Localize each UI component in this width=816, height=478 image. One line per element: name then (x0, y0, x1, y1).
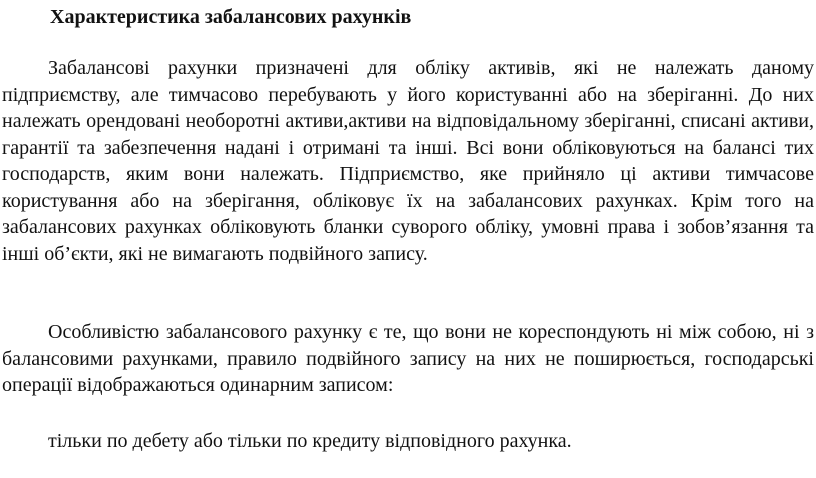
paragraph-off-balance-definition: Забалансові рахунки призначені для обліку активів, які не належать даному підприємству, але тимчасово перебувають у його користуванні або на зберіганні. До них належать орендовані необоротні активи,активи на відповідальному зберіганні, списані активи, гарантії та забезпечення надані і отримані та інші. Всі вони обліковуються на балансі тих господарств, яким вони належать. Підприємство, яке прийняло ці активи тимчасове користування або на зберігання, обліковує їх на забалансових рахунках. Крім того на забалансових рахунках обліковують бланки суворого обліку, умовні права і зобов’язання та інші об’єкти, які не вимагають подвійного запису. (2, 57, 814, 265)
document-title: Характеристика забалансових рахунків (50, 6, 412, 28)
paragraph-single-entry-note: тільки по дебету або тільки по кредиту відповідного рахунка. (48, 430, 572, 452)
paragraph-off-balance-feature: Особливістю забалансового рахунку є те, що вони не кореспондують ні між собою, ні з балансовими рахунками, правило подвійного запису на них не поширюється, господарські операції відображаються одинарним записом: (2, 321, 814, 396)
